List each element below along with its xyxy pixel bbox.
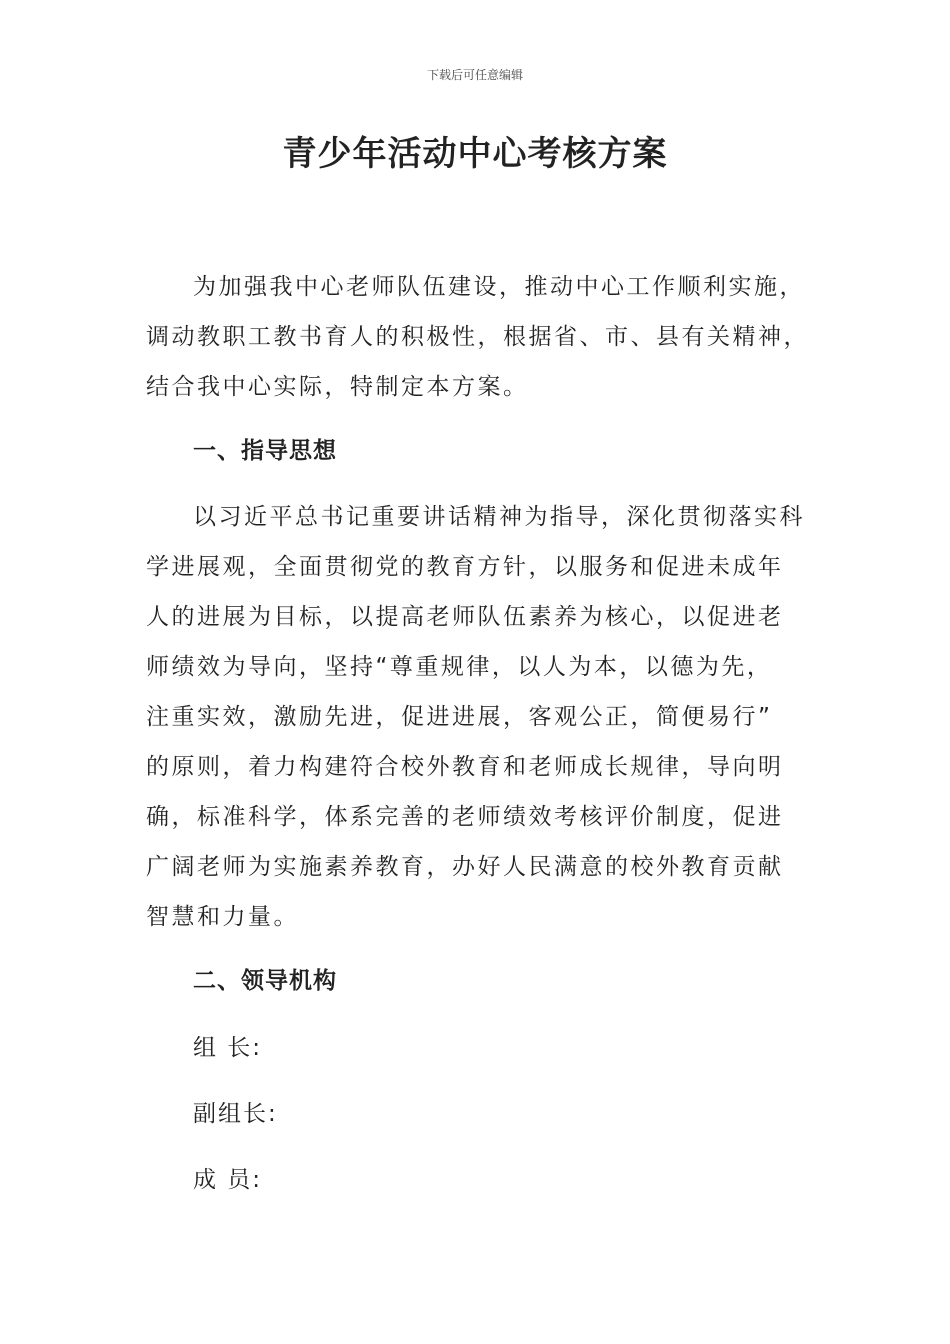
document-title: 青少年活动中心考核方案 <box>282 134 668 174</box>
section1-line-4: 师绩效为导向，坚持“尊重规律，以人为本，以德为先， <box>146 654 773 680</box>
intro-line-2: 调动教职工教书育人的积极性，根据省、市、县有关精神， <box>146 324 809 350</box>
section1-line-9: 智慧和力量。 <box>146 904 299 930</box>
section1-line-2: 学进展观，全面贯彻党的教育方针，以服务和促进未成年 <box>146 554 784 580</box>
section1-line-1: 以习近平总书记重要讲话精神为指导，深化贯彻落实科 <box>193 504 805 530</box>
section-heading-guiding-ideology: 一、指导思想 <box>193 438 337 464</box>
intro-line-3: 结合我中心实际，特制定本方案。 <box>146 374 529 400</box>
section1-line-8: 广阔老师为实施素养教育，办好人民满意的校外教育贡献 <box>146 854 784 880</box>
role-leader: 组 长: <box>193 1035 263 1061</box>
intro-line-1: 为加强我中心老师队伍建设，推动中心工作顺利实施， <box>193 274 805 300</box>
section1-line-7: 确，标准科学，体系完善的老师绩效考核评价制度，促进 <box>146 804 784 830</box>
section-heading-leadership: 二、领导机构 <box>193 968 337 994</box>
role-members: 成 员: <box>193 1167 263 1193</box>
section1-line-5: 注重实效，激励先进，促进进展，客观公正，简便易行” <box>146 704 773 730</box>
section1-line-3: 人的进展为目标，以提高老师队伍素养为核心，以促进老 <box>146 604 784 630</box>
header-note: 下载后可任意编辑 <box>426 68 523 82</box>
section1-line-6: 的原则，着力构建符合校外教育和老师成长规律，导向明 <box>146 754 784 780</box>
role-deputy-leader: 副组长: <box>193 1101 278 1127</box>
